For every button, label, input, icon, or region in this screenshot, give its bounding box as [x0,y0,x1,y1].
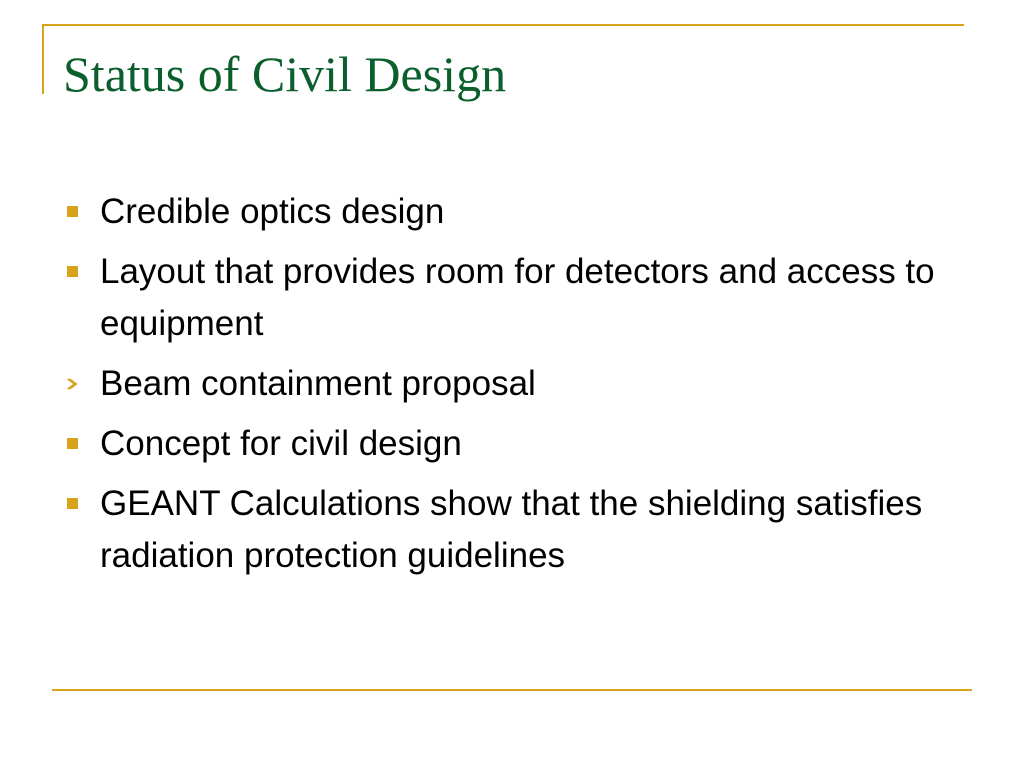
square-bullet-icon [67,266,78,277]
bullet-text: Layout that provides room for detectors and access to equipment [100,252,935,343]
square-bullet-icon [67,206,78,217]
bullet-item-2 [62,246,962,350]
bullet-text: Credible optics design [100,192,445,231]
arrow-bullet-icon [65,376,81,392]
bullet-text: Beam containment proposal [100,364,536,403]
frame-left-line [42,24,44,94]
square-bullet-icon [67,438,78,449]
bullet-list [62,186,962,590]
bullet-text: GEANT Calculations show that the shielding satisfies radiation protection guidelines [100,484,923,575]
square-bullet-icon [67,498,78,509]
frame-bottom-line [52,689,972,691]
slide-title: Status of Civil Design [63,46,507,102]
bullet-text: Concept for civil design [100,424,462,463]
bullet-item-3 [62,358,962,410]
bullet-item-1 [62,186,962,238]
frame-top-line [42,24,964,26]
bullet-item-4 [62,418,962,470]
bullet-item-5 [62,478,962,582]
